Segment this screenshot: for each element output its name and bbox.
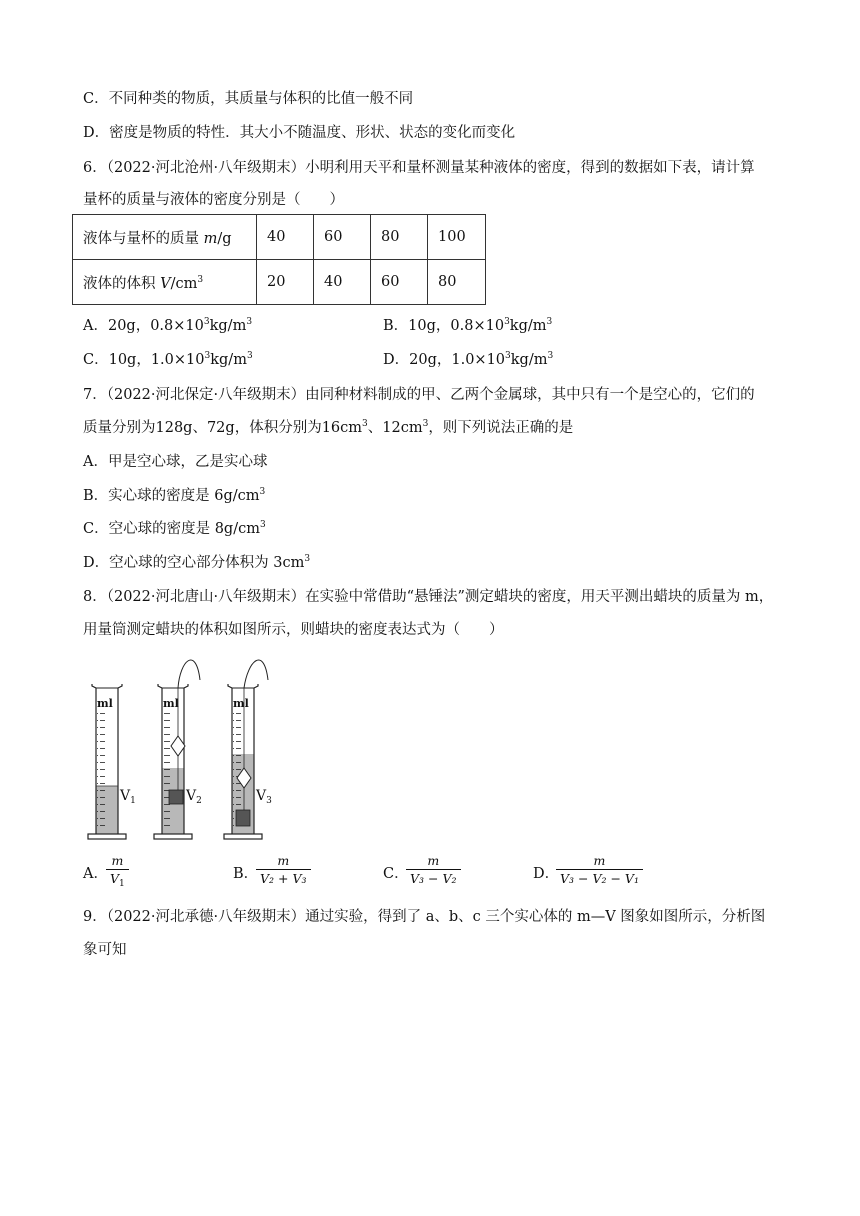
table-row-label: 液体的体积 $V/cm^3$	[73, 260, 257, 305]
table-cell: 60	[371, 260, 428, 305]
table-cell: 40	[257, 215, 314, 260]
q6-option-a: A．20g，$0.8\times 10^3kg/m^3$	[83, 317, 253, 334]
q7-stem-line1: 7．（2022·河北保定·八年级期末）由同种材料制成的甲、乙两个金属球，其中只有一个是空心的，它们的	[83, 387, 755, 403]
q6-option-d: D．20g，$1.0\times 10^3kg/m^3$	[383, 351, 554, 368]
cylinder3-unit-label: ml	[233, 697, 249, 710]
q8-option-a-label: A．	[83, 866, 108, 882]
q7-option-b: B．实心球的密度是 $6g/cm^3$	[83, 487, 266, 504]
table-row	[73, 260, 486, 305]
q5-option-c: C．不同种类的物质，其质量与体积的比值一般不同	[83, 91, 414, 107]
q6-stem-line1: 6．（2022·河北沧州·八年级期末）小明利用天平和量杯测量某种液体的密度，得到的数据如下表，请计算	[83, 160, 755, 176]
cylinder-v3	[224, 660, 268, 839]
v2-label: $V_2$	[186, 788, 202, 806]
q9-stem-line2: 象可知	[83, 942, 127, 958]
table-cell: 80	[371, 215, 428, 260]
q6-data-table	[72, 214, 486, 305]
q7-option-a: A．甲是空心球，乙是实心球	[83, 454, 268, 470]
q6-option-b: B．10g，$0.8\times 10^3kg/m^3$	[383, 317, 553, 334]
table-cell: 20	[257, 260, 314, 305]
table-row-label: 液体与量杯的质量 m/g	[73, 215, 257, 260]
table-row	[73, 215, 486, 260]
cylinder1-unit-label: ml	[97, 697, 113, 710]
q7-option-d: D．空心球的空心部分体积为 $3cm^3$	[83, 554, 311, 571]
graduated-cylinders-figure	[84, 650, 284, 842]
table-cell: 40	[314, 260, 371, 305]
v3-label: $V_3$	[256, 788, 272, 806]
q7-stem-line2: 质量分别为128g、72g，体积分别为$16cm^3$、$12cm^3$，则下列说法正确的是	[83, 419, 574, 436]
q7-option-c: C．空心球的密度是 $8g/cm^3$	[83, 520, 266, 537]
q9-stem-line1: 9．（2022·河北承德·八年级期末）通过实验，得到了 a、b、c 三个实心体的 m—V 图象如图所示，分析图	[83, 909, 766, 925]
q8-stem-line2: 用量筒测定蜡块的体积如图所示，则蜡块的密度表达式为（ ）	[83, 622, 504, 638]
cylinder-v2	[154, 660, 200, 839]
table-cell: 80	[428, 260, 486, 305]
q6-stem-line2: 量杯的质量与液体的密度分别是（ ）	[83, 192, 344, 208]
v1-label: $V_1$	[120, 788, 136, 806]
q6-option-c: C．10g，$1.0\times 10^3kg/m^3$	[83, 351, 253, 368]
q8-option-c-label: C．	[383, 866, 409, 882]
table-cell: 60	[314, 215, 371, 260]
cylinder2-unit-label: ml	[163, 697, 179, 710]
q8-option-a-formula: $\frac{m}{V_1}$	[106, 853, 129, 886]
q8-stem-line1: 8．（2022·河北唐山·八年级期末）在实验中常借助“悬锤法”测定蜡块的密度，用天平测出蜡块的质量为 m，	[83, 589, 774, 605]
q8-option-c-formula: $\frac{m}{\text{V₃ − V₂}}$	[406, 853, 461, 886]
q8-option-b-formula: $\frac{m}{\text{V₂ + V₃}}$	[256, 853, 311, 886]
q8-option-d-formula: $\frac{m}{\text{V₃ − V₂ − V₁}}$	[556, 853, 643, 886]
q8-option-d-label: D．	[533, 866, 560, 882]
q8-option-b-label: B．	[233, 866, 259, 882]
q5-option-d: D．密度是物质的特性．其大小不随温度、形状、状态的变化而变化	[83, 125, 516, 141]
table-cell: 100	[428, 215, 486, 260]
